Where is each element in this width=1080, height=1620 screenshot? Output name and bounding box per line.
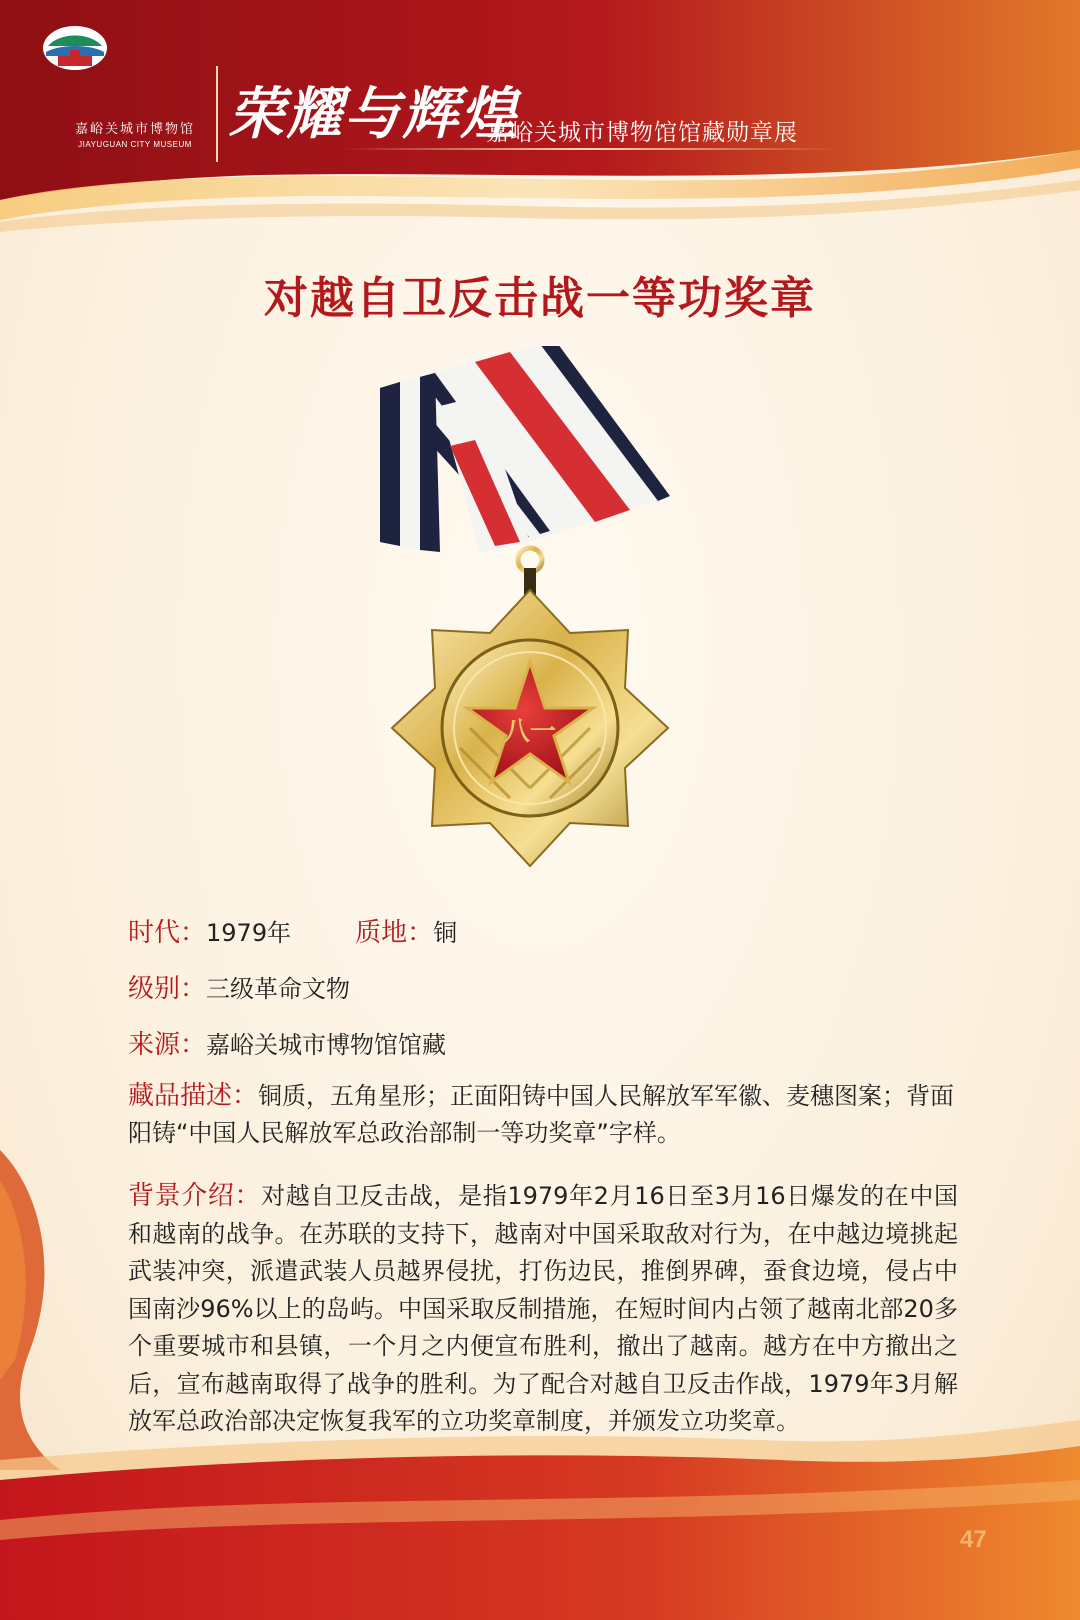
museum-name-en: JIAYUGUAN CITY MUSEUM — [78, 140, 192, 149]
subtitle-underline — [340, 148, 840, 150]
grade-label: 级别： — [128, 974, 207, 1004]
museum-name-cn: 嘉峪关城市博物馆 — [74, 122, 195, 137]
source-row — [128, 1024, 958, 1061]
medal-ribbon — [380, 346, 670, 552]
medal-body — [392, 590, 668, 866]
exhibition-title: 荣耀与辉煌 — [228, 81, 518, 147]
description-paragraph — [128, 1078, 958, 1152]
header-divider — [216, 66, 218, 162]
medal-emblem: 八一 — [503, 717, 557, 747]
medal-title: 对越自卫反击战一等功奖章 — [264, 273, 816, 324]
medal-photo — [380, 346, 700, 906]
material-value: 铜 — [433, 919, 458, 947]
description-label: 藏品描述： — [128, 1081, 259, 1111]
material-label: 质地： — [355, 918, 434, 948]
footer-banner — [0, 1400, 1080, 1620]
footer-background — [0, 1400, 1080, 1620]
background-text: 对越自卫反击战，是指1979年2月16日至3月16日爆发的在中国和越南的战争。在苏联的支持下，越南对中国采取敌对行为，在中越边境挑起武装冲突，派遣武装人员越界侵扰，打伤边民，推倒界碑，蚕食边境，侵占中国南沙96%以上的岛屿。中国采取反制措施，在短时间内占领了越南北部20多个重要城市和县镇，一个月之内便宣布胜利，撤出了越南。越方在中方撤出之后，宣布越南取得了战争的胜利。为了配合对越自卫反击作战，1979年3月解放军总政治部决定恢复我军的立功奖章制度，并颁发立功奖章。 — [128, 1182, 958, 1435]
grade-row — [128, 968, 958, 1005]
grade-value: 三级革命文物 — [206, 975, 351, 1003]
era-material-row — [128, 912, 958, 949]
header-banner — [0, 0, 1080, 240]
era-value: 1979年 — [206, 919, 292, 947]
source-value: 嘉峪关城市博物馆馆藏 — [206, 1031, 447, 1059]
page-number: 47 — [960, 1526, 987, 1553]
source-label: 来源： — [128, 1030, 207, 1060]
exhibition-subtitle: 嘉峪关城市博物馆馆藏勋章展 — [486, 120, 798, 146]
background-label: 背景介绍： — [128, 1181, 262, 1211]
era-label: 时代： — [128, 918, 207, 948]
museum-logo — [0, 0, 150, 96]
description-text: 铜质，五角星形；正面阳铸中国人民解放军军徽、麦穗图案；背面阳铸“中国人民解放军总政治部制一等功奖章”字样。 — [128, 1082, 955, 1147]
